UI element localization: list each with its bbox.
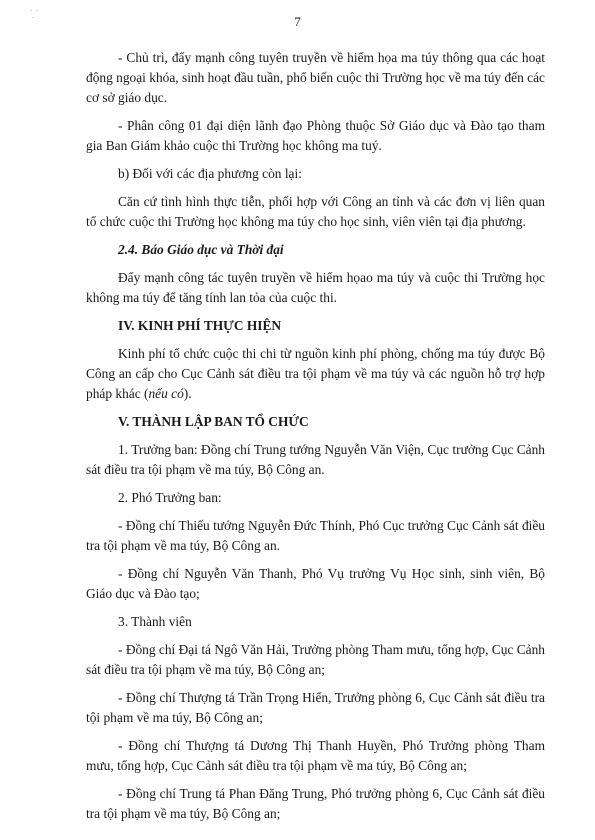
paragraph-deputy-head-2: - Đồng chí Nguyễn Văn Thanh, Phó Vụ trưởng Vụ Học sinh, sinh viên, Bộ Giáo dục và Đào tạo; [86, 566, 545, 601]
paragraph-assign-representative: - Phân công 01 đại diện lãnh đạo Phòng thuộc Sở Giáo dục và Đào tạo tham gia Ban Giám khảo cuộc thi Trường học không ma tuý. [86, 118, 545, 153]
paragraph-member-1: - Đồng chí Đại tá Ngô Văn Hải, Trưởng phòng Tham mưu, tổng hợp, Cục Cảnh sát điều tra tội phạm về ma túy, Bộ Công an; [86, 642, 545, 677]
scan-specks: · · · [30, 7, 39, 22]
paragraph-head-of-committee: 1. Trưởng ban: Đồng chí Trung tướng Nguyễn Văn Viện, Cục trưởng Cục Cảnh sát điều tra tội phạm về ma túy, Bộ Công an. [86, 442, 545, 477]
paragraph-member-3: - Đồng chí Thượng tá Dương Thị Thanh Huyền, Phó Trưởng phòng Tham mưu, tổng hợp, Cục Cảnh sát điều tra tội phạm về ma túy, Bộ Công an; [86, 738, 545, 773]
paragraph-propaganda-task: - Chủ trì, đẩy mạnh công tuyên truyền về hiểm họa ma túy thông qua các hoạt động ngoại khóa, sinh hoạt đầu tuần, phổ biến cuộc thi Trường học về ma túy đến các cơ sở giáo dục. [86, 50, 545, 105]
paragraph-member-4: - Đồng chí Trung tá Phan Đăng Trung, Phó trưởng phòng 6, Cục Cảnh sát điều tra tội phạm về ma túy, Bộ Công an; [86, 786, 545, 821]
section-heading-newspaper: 2.4. Báo Giáo dục và Thời đại [118, 242, 284, 257]
funding-text-end: ). [183, 386, 192, 401]
paragraph-members-title: 3. Thành viên [118, 614, 192, 629]
section-heading-organizing-committee: V. THÀNH LẬP BAN TỔ CHỨC [118, 414, 309, 429]
document-body [86, 48, 545, 832]
paragraph-other-localities: b) Đối với các địa phương còn lại: [118, 166, 302, 181]
paragraph-localities-organize: Căn cứ tình hình thực tiễn, phối hợp với Công an tỉnh và các đơn vị liên quan tổ chức cuộc thi Trường học không ma túy cho học sinh, viên viên tại địa phương. [86, 194, 545, 229]
paragraph-deputy-head-1: - Đồng chí Thiếu tướng Nguyễn Đức Thính, Phó Cục trưởng Cục Cảnh sát điều tra tội phạm về ma túy, Bộ Công an. [86, 518, 545, 553]
funding-italic-note: nếu có [148, 386, 184, 401]
paragraph-member-2: - Đồng chí Thượng tá Trần Trọng Hiển, Trưởng phòng 6, Cục Cảnh sát điều tra tội phạm về ma túy, Bộ Công an; [86, 690, 545, 725]
paragraph-funding [86, 344, 545, 404]
paragraph-newspaper-task: Đẩy mạnh công tác tuyên truyền về hiểm họao ma túy và cuộc thi Trường học không ma túy để tăng tính lan tỏa của cuộc thi. [86, 270, 545, 305]
page-number: 7 [294, 14, 301, 29]
paragraph-deputy-heads-title: 2. Phó Trưởng ban: [118, 490, 222, 505]
funding-text: Kinh phí tổ chức cuộc thi chi từ nguồn kinh phí phòng, chống ma túy được Bộ Công an cấp cho Cục Cảnh sát điều tra tội phạm về ma túy và các nguồn hỗ trợ hợp pháp khác ( [86, 346, 545, 401]
section-heading-funding: IV. KINH PHÍ THỰC HIỆN [118, 318, 282, 333]
